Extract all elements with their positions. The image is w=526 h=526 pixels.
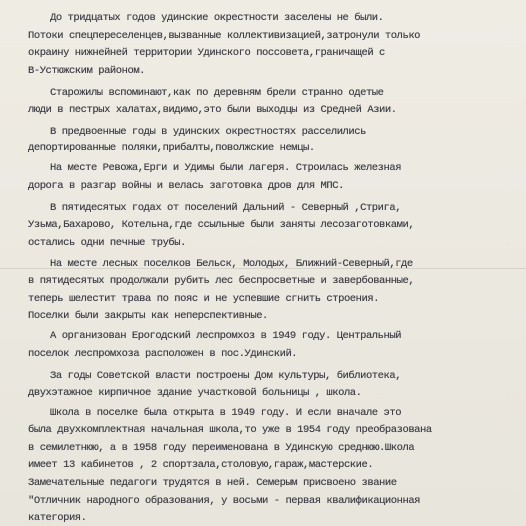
- text-line: теперь шелестит трава по пояс и не успевшие сгнить строения.: [28, 293, 380, 305]
- text-line: остались одни печные трубы.: [28, 237, 186, 249]
- text-line: Школа в поселке была открыта в 1949 году. И если вначале это: [50, 407, 402, 419]
- text-line: "Отличник народного образования, у восьми - первая квалификационная: [28, 495, 421, 507]
- text-line: Узьма,Бахарово, Котельна,где ссыльные были заняты лесозаготовками,: [28, 219, 415, 231]
- text-line: окраину нижнейней территории Удинского поссовета,граничащей с: [28, 47, 385, 59]
- text-line: в семилетнюю, а в 1958 году переименована в Удинскую среднюю.Школа: [28, 442, 415, 454]
- text-line: депортированные поляки,прибалты,поволжские немцы.: [28, 142, 315, 154]
- text-line: А организован Ерогодский леспромхоз в 1949 году. Центральный: [50, 330, 402, 342]
- text-line: была двухкомплектная начальная школа,то уже в 1954 году преобразована: [28, 424, 432, 436]
- text-line: На месте лесных поселков Бельск, Молодых, Ближний-Северный,где: [50, 258, 413, 270]
- text-line: Поселки были закрыты как неперспективные.: [28, 310, 268, 322]
- text-line: Потоки спецпереселенцев,вызванные коллективизацией,затронули только: [28, 30, 421, 42]
- text-line: имеет 13 кабинетов , 2 спортзала,столовую,гараж,мастерские.: [28, 459, 374, 471]
- text-line: На месте Ревожа,Ерги и Удимы были лагеря. Строилась железная: [50, 162, 402, 174]
- text-line: двухэтажное кирпичное здание участковой больницы , школа.: [28, 387, 362, 399]
- text-line: поселок леспромхоза расположен в пос.Удинский.: [28, 348, 298, 360]
- text-line: в пятидесятых продолжали рубить лес беспросветные и завербованные,: [28, 275, 415, 287]
- text-line: До тридцатых годов удинские окрестности заселены не были.: [50, 12, 384, 24]
- text-line: дорога в разгар войны и велась заготовка дров для МПС.: [28, 180, 344, 192]
- text-line: В предвоенные годы в удинских окрестностях расселились: [50, 126, 366, 138]
- text-line: люди в пестрых халатах,видимо,это были выходцы из Средней Азии.: [28, 104, 397, 116]
- text-line: категория.: [28, 512, 87, 524]
- text-line: За годы Советской власти построены Дом культуры, библиотека,: [50, 370, 402, 382]
- text-line: Старожилы вспоминают,как по деревням брели странно одетые: [50, 87, 384, 99]
- text-line: В-Устюжским районом.: [28, 65, 146, 77]
- text-line: В пятидесятых годах от поселений Дальний - Северный ,Стрига,: [50, 202, 402, 214]
- text-line: Замечательные педагоги трудятся в ней. Семерым присвоено звание: [28, 477, 397, 489]
